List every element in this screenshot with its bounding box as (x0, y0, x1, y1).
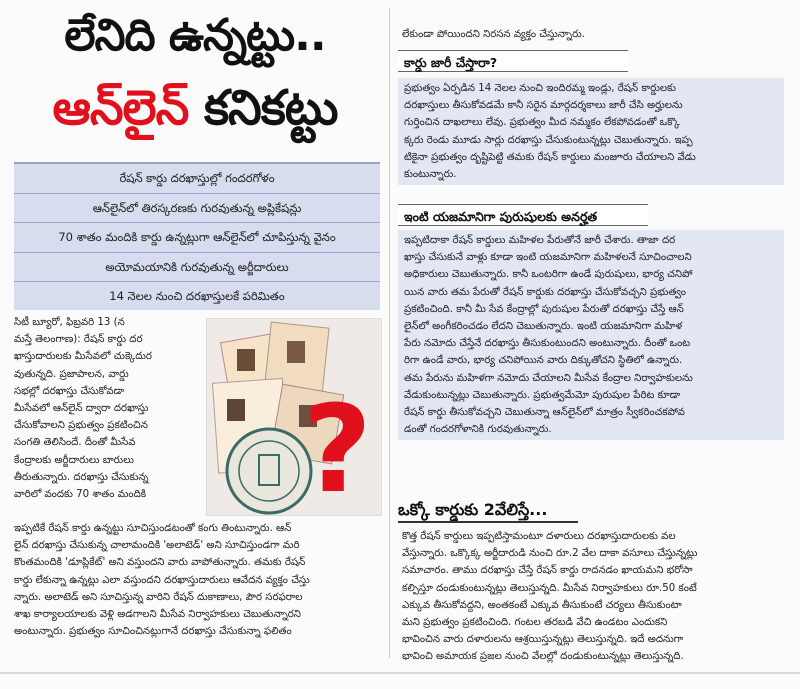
summary-line: ఆన్‌లైన్‌లో తిరస్కరణకు గురవుతున్న అప్లికేషన్లు (14, 194, 380, 224)
text-line: వేస్తున్నారు. ఒక్కొక్క అర్జీదారుడి నుంచి రూ.2 వేల దాకా వసూలు చేస్తున్నట్లు (402, 548, 698, 560)
card-photo-1 (237, 349, 255, 371)
article-continued (14, 520, 382, 640)
text-line: శాఖ కార్యాలయాలకు వెళ్లి అడగాలని మీసేవ నిర్వాహకులు చెబుతున్నారని (14, 609, 301, 621)
text-line: మస్తే తెలంగాణ): రేషన్ కార్డు దర (14, 334, 143, 346)
heading-underline (398, 521, 578, 523)
text-line: వేడుకుంటున్నట్లు చెబుతున్నారు. ప్రభుత్వమేమో పురుషుల పేరిట కూడా (404, 389, 681, 401)
text-line: పేరు నమోదు చేస్తేనే దరఖాస్తు తీసుకుంటుందని అంటున్నారు. దీంతో ఒంట (404, 338, 691, 350)
photo-illustration (207, 319, 382, 516)
text-line: వుతున్నది. ప్రజాపాలన, వార్డు (14, 368, 129, 380)
section-card-issue-body (398, 78, 784, 185)
text-line: కుంటున్నారు. (404, 169, 457, 181)
section-heading-text: ఇంటి యజమానిగా పురుషులకు అనర్హత (404, 209, 598, 224)
summary-line: 70 శాతం మందికి కార్డు ఉన్నట్లుగా ఆన్‌లైన్‌లో చూపిస్తున్న వైనం (14, 223, 380, 253)
section-heading-2000-per-card: ఒక్కో కార్డుకు 2వేలిస్తే... (398, 500, 548, 519)
column-separator (389, 8, 390, 658)
text-line: వారిలో వందకు 70 శాతం మందికి (14, 489, 147, 501)
page-bottom-rule (0, 672, 800, 674)
text-line: డంతో గందరగోళానికి గురవుతున్నారు. (404, 424, 552, 436)
text-line: భావించిన వారు దళారులను ఆశ్రయిస్తున్నట్లు తెలుస్తున్నది. ఇదే అదనుగా (402, 634, 684, 646)
headline-line-1: లేనిది ఉన్నట్టు.. (64, 10, 326, 61)
text-line: భావించి అమాయక ప్రజల నుంచి వేలల్లో దండుకుంటున్నట్లు తెలుస్తున్నది. (402, 651, 684, 663)
text-line: ప్రకటించింది. కానీ మీ సేవ కేంద్రాల్లో పురుషుల పేరుతో దరఖాస్తు చేస్తే ఆన్ (404, 303, 684, 315)
section-2000-per-card-body (398, 528, 784, 666)
ration-card-photo (206, 318, 382, 516)
text-line: యిన వారు తమ పేరుతో రేషన్ కార్డుకు దరఖాస్తు చేసుకోవచ్చని ప్రభుత్వం (404, 286, 686, 298)
section-heading-text: కార్డు జారీ చేస్తారా? (404, 55, 498, 70)
text-line: మీసేవలో ఆన్‌లైన్ ద్వారా దరఖాస్తు (14, 403, 149, 415)
card-photo-3 (227, 399, 245, 421)
section-heading-men-ineligible (398, 204, 648, 226)
text-line: ఇప్పటిదాకా రేషన్ కార్డులు మహిళల పేరుతోనే జారీ చేశారు. తాజా దర (404, 235, 676, 246)
summary-line: రేషన్ కార్డు దరఖాస్తుల్లో గందరగోళం (14, 164, 380, 194)
text-line: టికైనా ప్రభుత్వం దృష్టిపెట్టి తమకు రేషన్ కార్డులు మంజూరు చేయాలని వేడు (404, 151, 696, 163)
text-line: అంటున్నారు. ప్రభుత్వం సూచించినట్లుగానే దరఖాస్తు చేసుకున్నా ఫలితం (14, 626, 292, 638)
text-line: చేసుకోవాలని ప్రభుత్వం ప్రకటించిన (14, 420, 148, 432)
text-line: సభల్లో దరఖాస్తు చేసుకోవడా (14, 385, 124, 397)
text-line: లైన్ దరఖాస్తు చేసుకున్న చాలామందికి 'అలాటెడ్' అని సూచిస్తుండగా మరి (14, 540, 300, 552)
text-line: సిటీ బ్యూరో, ఫిబ్రవరి 13 (న (14, 317, 125, 328)
text-line: కొంతమందికి 'డూప్లికేట్' అని వస్తుందని వారు వాపోతున్నారు. తమకు రేషన్ (14, 557, 306, 569)
text-line: దరఖాస్తులు తీసుకోవడమే కానీ సరైన మార్గదర్శకాలు జారీ చేసి అర్హులను (404, 100, 683, 112)
summary-box (14, 162, 380, 310)
text-line: రిగా ఉండే వారు, భార్య చనిపోయిన వారు దిక్కుతోచని స్థితిలో ఉన్నారు. (404, 355, 683, 367)
summary-line: 14 నెలల నుంచి దరఖాస్తులకే పరిమితం (109, 289, 285, 304)
text-line: ప్రభుత్వం ఏర్పడిన 14 నెలల నుంచి ఇందిరమ్మ ఇండ్లు, రేషన్ కార్డులకు (404, 83, 676, 94)
text-line: రేషన్ కార్డు తీసుకోవచ్చని చెబుతున్నా ఆన్‌లైన్‌లో మాత్రం స్వీకరించకపోవ (404, 407, 685, 419)
text-line: న్నారు. అలాటెడ్ అని సూచిస్తున్న వారిని రేషన్ దుకాణాలు, పౌర సరఫరాల (14, 591, 303, 603)
text-line: సంగతి తెలిసిందే. దీంతో మీసేవ (14, 437, 136, 449)
text-line: ఖాస్తుదారులకు మీసేవలో చుక్కెదుర (14, 351, 152, 363)
headline-trick-word: కనికట్టు (203, 80, 338, 136)
text-line: అధికారులు చెబుతున్నారు. కానీ ఒంటరిగా ఉండే పురుషులు, భార్య చనిపో (404, 269, 693, 281)
text-line: ఖాస్తు చేసుకునే వాళ్లు కూడా ఇంటి యజమానిగా మహిళలనే సూచించాలని (404, 252, 692, 264)
text-line: కార్డు లేకున్నా ఉన్నట్లు ఎలా వస్తుందని దరఖాస్తుదారులు ఆవేదన వ్యక్తం చేస్తు (14, 574, 310, 586)
card-photo-2 (287, 341, 305, 363)
text-line: కొత్త రేషన్ కార్డులు ఇప్పటిస్తామంటూ దళారులు దరఖాస్తుదారులకు వల (402, 531, 676, 542)
text-line: సమాచారం. తాము దరఖాస్తు చేస్తే రేషన్ కార్డు రాదనడం ఖాయమని భరోసా (402, 565, 693, 577)
text-line: మని ప్రభుత్వం ప్రకటించింది. గంటల తరబడి వేచి ఉండటం ఎందుకని (402, 617, 668, 629)
text-line: కేంద్రాలకు అర్జీదారులు బారులు (14, 454, 134, 466)
text-line: లైన్‌లో అంగీకరించడం లేదని చెబుతున్నారు. ఇంటి యజమానిగా మహిళ (404, 321, 683, 333)
article-intro (14, 314, 204, 503)
text-line: గుర్తించిన దాఖలాలు లేవు. ప్రభుత్వం మీద నమ్మకం లేకపోవడంతో ఒక్కొ (404, 117, 680, 129)
section-men-ineligible-body (398, 230, 784, 440)
headline-line-2 (10, 80, 380, 136)
question-mark-icon: ? (302, 381, 372, 516)
text-line: తమ పేరును మహిళగా నమోదు చేయాలని మీసేవ కేంద్రాల నిర్వాహకులను (404, 372, 693, 384)
text-line: తీరుతున్నారు. దరఖాస్తు చేసుకున్న (14, 471, 149, 483)
text-line: క్కరు రెండు మూడు సార్లు దరఖాస్తు చేసుకుంటున్నట్లు చెబుతున్నారు. ఇప్ప (404, 134, 693, 146)
text-line: కల్పిస్తూ దండుకుంటున్నట్లు తెలుస్తున్నది. మీసేవ నిర్వాహకులు రూ.50 కంటే (402, 582, 697, 594)
summary-line: అయోమయానికి గురవుతున్న అర్జీదారులు (14, 253, 380, 283)
section-heading-card-issue (398, 50, 628, 72)
headline-online-word: ఆన్‌లైన్ (52, 80, 189, 136)
text-line: ఎక్కువ తీసుకోవద్దని, అంతకంటే ఎక్కువ తీసుకుంటే చర్యలు తీసుకుంటా (402, 599, 682, 611)
text-line: ఇప్పటికే రేషన్ కార్డు ఉన్నట్టు సూచిస్తుండటంతో కంగు తింటున్నారు. ఆన్ (14, 523, 292, 534)
right-top-line: లేకుండా పోయిందని నిరసన వ్యక్తం చేస్తున్నారు. (402, 29, 585, 40)
